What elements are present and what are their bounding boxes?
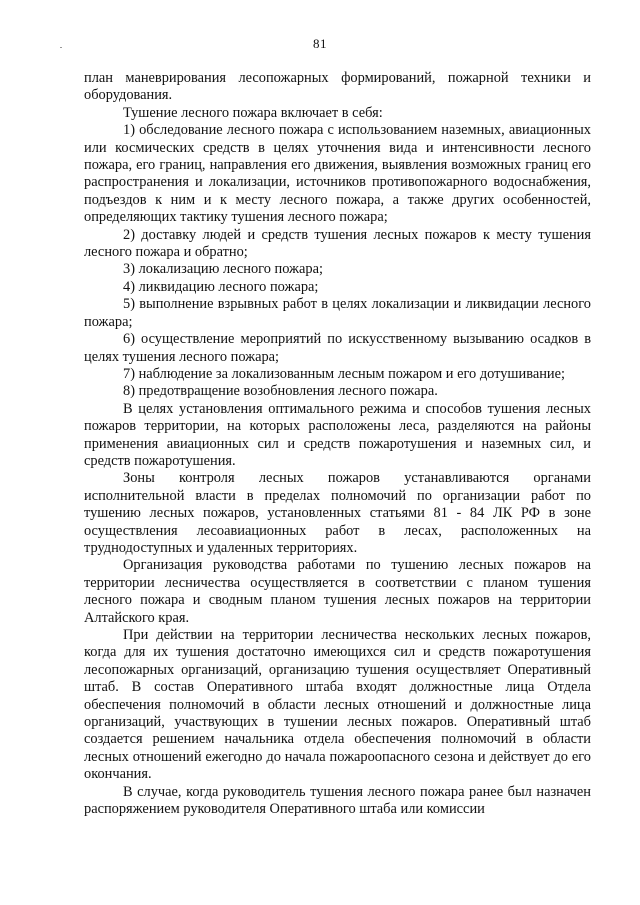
list-item: 2) доставку людей и средств тушения лесных пожаров к месту тушения лесного пожара и обратно; [84, 226, 591, 261]
list-item: 6) осуществление мероприятий по искусственному вызыванию осадков в целях тушения лесного пожара; [84, 331, 591, 365]
paragraph: Тушение лесного пожара включает в себя: [123, 104, 383, 121]
list-item: 7) наблюдение за локализованным лесным пожаром и его дотушивание; [123, 365, 565, 382]
paragraph: При действии на территории лесничества нескольких лесных пожаров, когда для их тушения достаточно имеющихся сил и средств пожаротушения лесопожарных организаций, организацию тушения осуществляет Оперативный штаб. В состав Оперативного штаба входят должностные лица Отдела обеспечения полномочий в области лесных отношений и должностные лица организаций, участвующих в тушении лесных пожаров. Оперативный штаб создается решением начальника отдела обеспечения полномочий в области лесных отношений ежегодно до начала пожароопасного сезона и действует до его окончания. [84, 627, 591, 783]
list-item: 3) локализацию лесного пожара; [123, 261, 323, 278]
list-item: 8) предотвращение возобновления лесного пожара. [123, 383, 438, 400]
paragraph: В целях установления оптимального режима и способов тушения лесных пожаров территории, на которых расположены леса, разделяются на районы применения авиационных сил и средств пожаротушения и наземных сил, и средств пожаротушения. [84, 400, 591, 469]
scan-speck [60, 47, 62, 48]
page-number: 81 [313, 36, 327, 51]
list-item: 1) обследование лесного пожара с использованием наземных, авиационных или космических средств в целях уточнения вида и интенсивности лесного пожара, его границ, направления его движения, выявления возможных границ его распространения и локализации, источников противопожарного водоснабжения, подъездов к ним и к месту лесного пожара, а также других особенностей, определяющих тактику тушения лесного пожара; [84, 122, 591, 226]
paragraph: план маневрирования лесопожарных формирований, пожарной техники и оборудования. [84, 70, 591, 104]
paragraph: Организация руководства работами по тушению лесных пожаров на территории лесничества осуществляется в соответствии с планом тушения лесного пожара и сводным планом тушения лесных пожаров на территории Алтайского края. [84, 557, 591, 626]
paragraph: В случае, когда руководитель тушения лесного пожара ранее был назначен распоряжением руководителя Оперативного штаба или комиссии [84, 783, 591, 818]
list-item: 4) ликвидацию лесного пожара; [123, 278, 319, 295]
list-item: 5) выполнение взрывных работ в целях локализации и ликвидации лесного пожара; [84, 296, 591, 330]
document-body [84, 70, 591, 818]
paragraph: Зоны контроля лесных пожаров устанавливаются органами исполнительной власти в пределах полномочий по организации работ по тушению лесных пожаров, установленных статьями 81 - 84 ЛК РФ в зоне осуществления лесоавиационных работ в лесах, расположенных на труднодоступных и удаленных территориях. [84, 470, 591, 556]
